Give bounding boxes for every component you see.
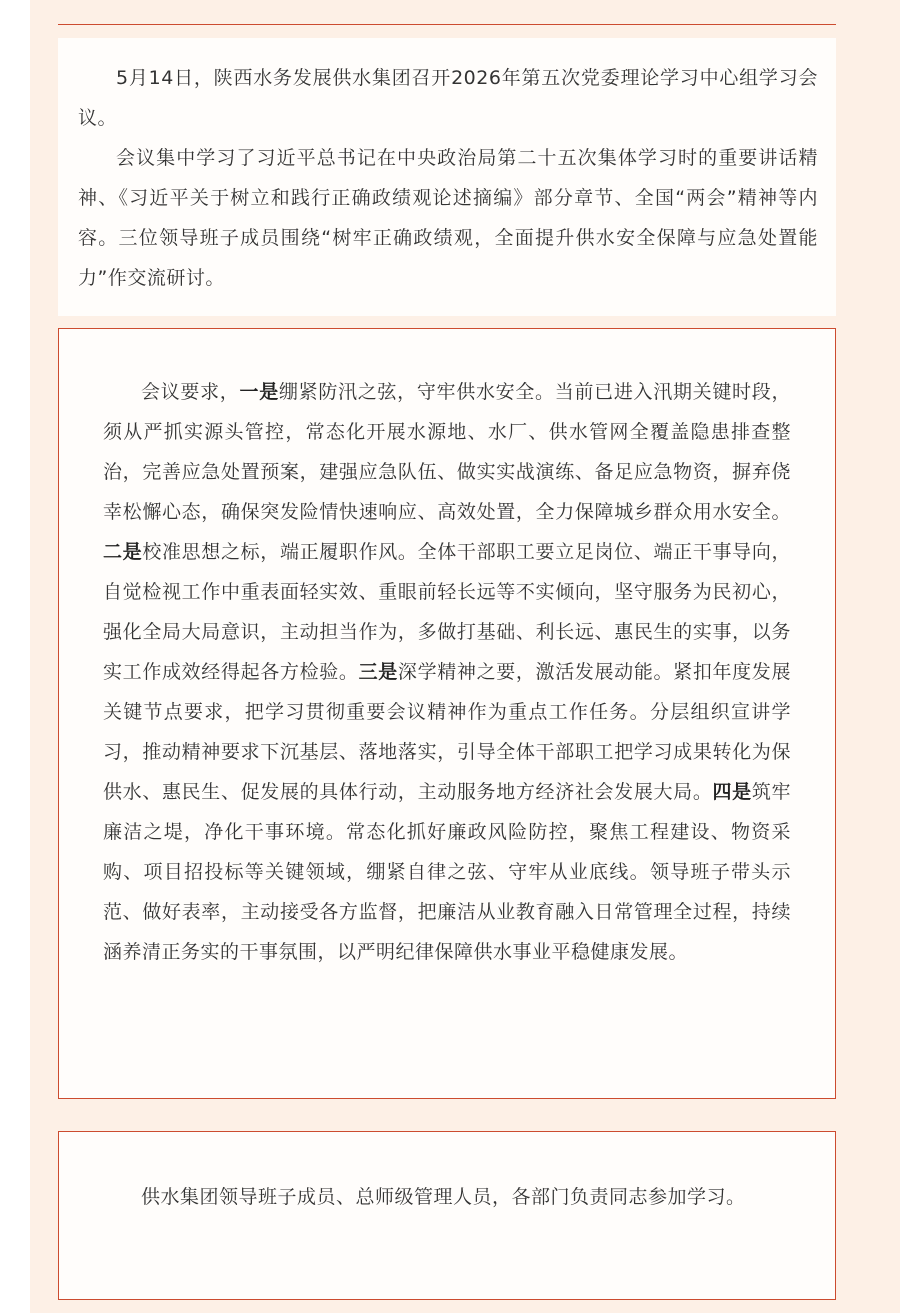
intro-paragraph: 会议集中学习了习近平总书记在中央政治局第二十五次集体学习时的重要讲话精神、《习近平关于树立和践行正确政绩观论述摘编》部分章节、全国“两会”精神等内容。三位领导班子成员围绕“树牢正确政绩观，全面提升供水安全保障与应急处置能力”作交流研讨。 — [78, 147, 818, 289]
requirement-text: 校准思想之标，端正履职作风。全体干部职工要立足岗位、端正干事导向，自觉检视工作中重表面轻实效、重眼前轻长远等不实倾向，坚守服务为民初心，强化全局大局意识，主动担当作为，多做打基础、利长远、惠民生的实事，以务实工作成效经得起各方检验。 — [103, 541, 791, 683]
requirement-text: 深学精神之要，激活发展动能。紧扣年度发展关键节点要求，把学习贯彻重要会议精神作为重点工作任务。分层组织宣讲学习，推动精神要求下沉基层、落地落实，引导全体干部职工把学习成果转化为保供水、惠民生、促发展的具体行动，主动服务地方经济社会发展大局。 — [103, 661, 791, 803]
attendance-paragraph: 供水集团领导班子成员、总师级管理人员，各部门负责同志参加学习。 — [141, 1186, 746, 1208]
top-divider — [58, 24, 836, 25]
requirements-lead: 会议要求， — [141, 381, 240, 403]
requirement-marker: 二是 — [103, 541, 143, 563]
intro-paragraph: 5月14日，陕西水务发展供水集团召开2026年第五次党委理论学习中心组学习会议。 — [78, 67, 818, 129]
article-page — [30, 0, 900, 1313]
requirement-marker: 四是 — [712, 781, 752, 803]
requirement-marker: 一是 — [239, 381, 279, 403]
requirement-text: 绷紧防汛之弦，守牢供水安全。当前已进入汛期关键时段，须从严抓实源头管控，常态化开展水源地、水厂、供水管网全覆盖隐患排查整治，完善应急处置预案，建强应急队伍、做实实战演练、备足应急物资，摒弃侥幸松懈心态，确保突发险情快速响应、高效处置，全力保障城乡群众用水安全。 — [103, 381, 791, 523]
requirements-paragraph — [103, 372, 791, 972]
requirement-marker: 三是 — [358, 661, 398, 683]
requirements-section — [58, 328, 836, 1099]
intro-section — [58, 38, 836, 316]
requirement-text: 筑牢廉洁之堤，净化干事环境。常态化抓好廉政风险防控，聚焦工程建设、物资采购、项目招投标等关键领域，绷紧自律之弦、守牢从业底线。领导班子带头示范、做好表率，主动接受各方监督，把廉洁从业教育融入日常管理全过程，持续涵养清正务实的干事氛围，以严明纪律保障供水事业平稳健康发展。 — [103, 781, 791, 963]
attendance-section — [58, 1131, 836, 1300]
